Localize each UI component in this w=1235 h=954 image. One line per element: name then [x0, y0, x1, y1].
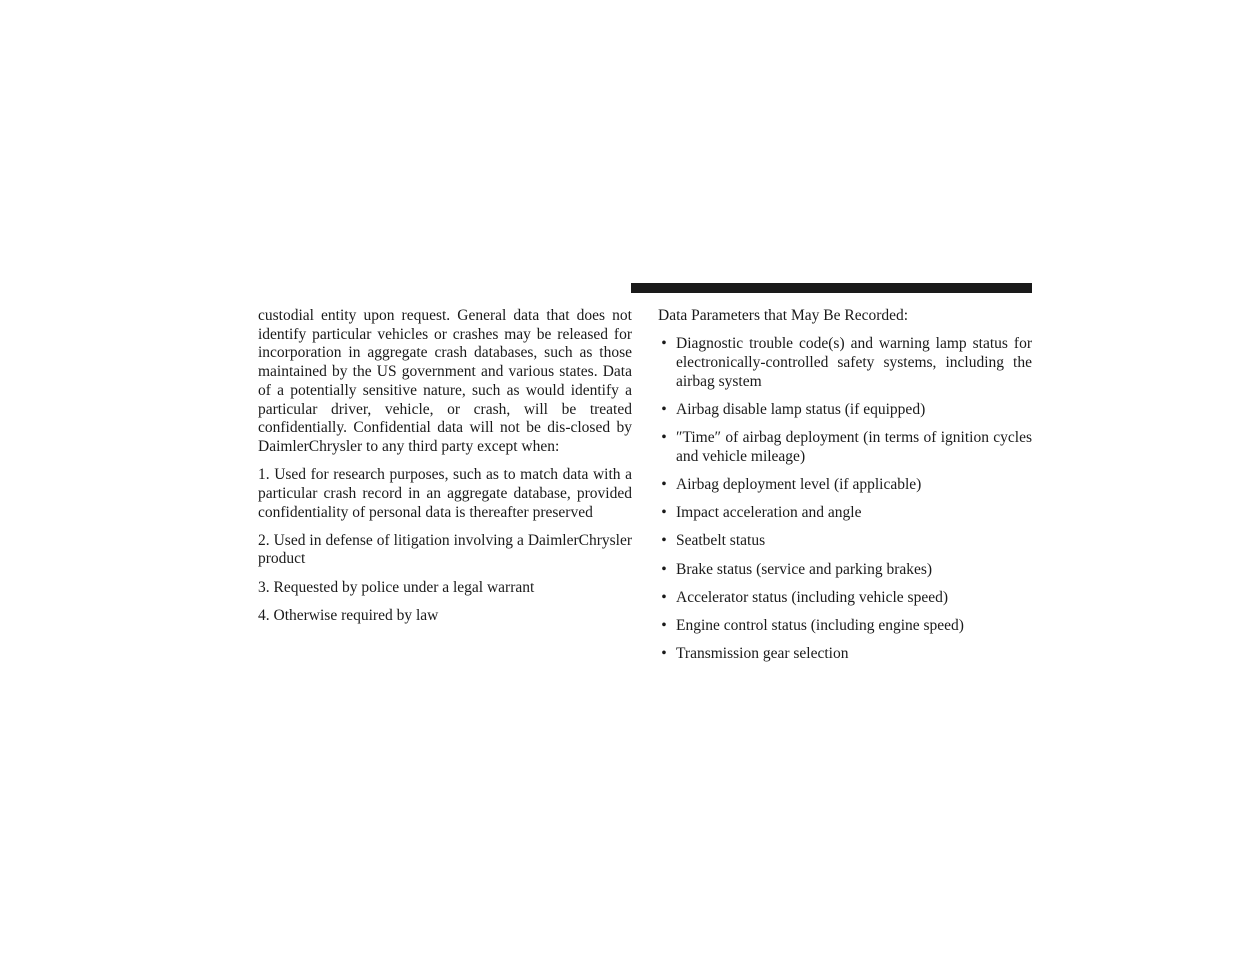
bullet-icon: • [661, 560, 667, 578]
item-number: 4. [258, 606, 270, 624]
bullet-icon: • [661, 335, 667, 353]
list-item-text: Impact acceleration and angle [676, 504, 862, 522]
bullet-icon: • [661, 400, 667, 418]
numbered-item-1 [258, 466, 632, 522]
left-column [258, 307, 632, 635]
numbered-item-2 [258, 532, 632, 569]
bullet-icon: • [661, 645, 667, 663]
bullet-icon: • [661, 429, 667, 447]
list-item [658, 645, 1032, 664]
item-text: Used in defense of litigation involving a DaimlerChrysler product [258, 531, 633, 568]
list-item [658, 504, 1032, 523]
parameters-heading: Data Parameters that May Be Recorded: [658, 307, 909, 324]
list-item-text: Brake status (service and parking brakes) [676, 560, 933, 578]
item-number: 3. [258, 578, 270, 596]
bullet-icon: • [661, 616, 667, 634]
list-item-text: Airbag disable lamp status (if equipped) [676, 400, 926, 418]
bullet-icon: • [661, 475, 667, 493]
item-text: Otherwise required by law [273, 606, 439, 624]
bullet-icon: • [661, 532, 667, 550]
item-number: 2. [258, 531, 270, 549]
list-item [658, 401, 1032, 420]
numbered-item-3 [258, 579, 632, 598]
item-text: Requested by police under a legal warrant [273, 578, 535, 596]
list-item [658, 476, 1032, 495]
list-item-text: ″Time″ of airbag deployment (in terms of ignition cycles and vehicle mileage) [676, 429, 1032, 465]
list-item-text: Airbag deployment level (if applicable) [676, 475, 922, 493]
list-item [658, 429, 1032, 466]
list-item [658, 561, 1032, 580]
list-item-text: Diagnostic trouble code(s) and warning lamp status for electronically-controlled safety systems, including the airbag system [676, 335, 1032, 390]
list-item [658, 335, 1032, 391]
bullet-icon: • [661, 504, 667, 522]
bullet-icon: • [661, 588, 667, 606]
item-text: Used for research purposes, such as to match data with a particular crash record in an aggregate database, provided confidentiality of personal data is thereafter preserved [258, 466, 632, 521]
list-item-text: Engine control status (including engine speed) [676, 616, 964, 634]
item-number: 1. [258, 466, 270, 484]
parameters-list [658, 335, 1032, 664]
list-item-text: Accelerator status (including vehicle speed) [676, 588, 948, 606]
numbered-item-4 [258, 607, 632, 626]
list-item [658, 617, 1032, 636]
right-column [658, 307, 1032, 673]
list-item-text: Transmission gear selection [676, 645, 849, 663]
intro-paragraph: custodial entity upon request. General data that does not identify particular vehicles or crashes may be released for incorporation in aggregate crash databases, such as those maintained by the US government and various states. Data of a potentially sensitive nature, such as would identify a particular driver, vehicle, or crash, will be treated confidentially. Confidential data will not be dis-closed by DaimlerChrysler to any third party except when: [258, 307, 632, 455]
section-header-rule [631, 283, 1032, 293]
list-item [658, 589, 1032, 608]
list-item [658, 532, 1032, 551]
list-item-text: Seatbelt status [676, 532, 766, 550]
